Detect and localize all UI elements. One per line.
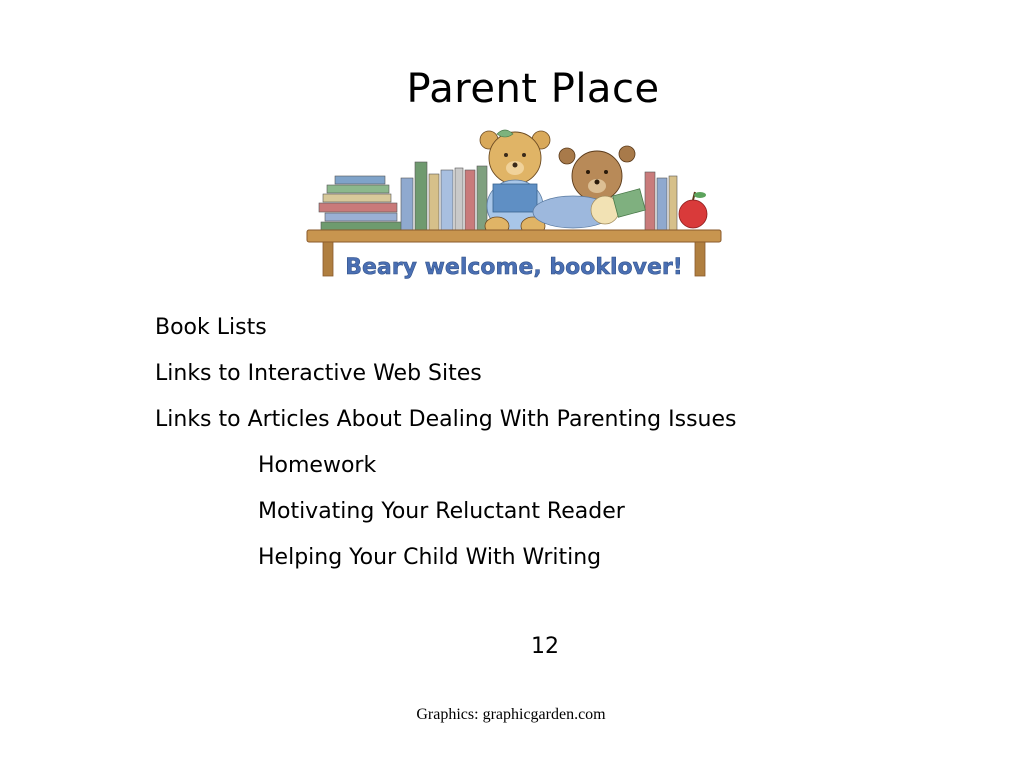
bear-bookshelf-banner bbox=[305, 126, 723, 282]
sublink-reluctant-reader[interactable]: Motivating Your Reluctant Reader bbox=[258, 499, 625, 524]
graphics-credit bbox=[0, 706, 1024, 724]
link-interactive-web-sites[interactable]: Links to Interactive Web Sites bbox=[155, 361, 482, 386]
page-title: Parent Place bbox=[406, 66, 660, 112]
link-list bbox=[155, 312, 736, 588]
credit-text: Graphics: graphicgarden.com bbox=[416, 706, 606, 723]
sublink-child-writing[interactable]: Helping Your Child With Writing bbox=[258, 545, 602, 570]
stacked-books-icon bbox=[319, 176, 403, 232]
sublink-homework[interactable]: Homework bbox=[258, 453, 377, 478]
apple-icon bbox=[679, 192, 707, 228]
link-book-lists[interactable]: Book Lists bbox=[155, 315, 267, 340]
banner-caption: Beary welcome, booklover! bbox=[345, 255, 683, 280]
page-number: 12 bbox=[531, 634, 559, 659]
lying-bear-icon bbox=[533, 146, 645, 228]
link-parenting-articles[interactable]: Links to Articles About Dealing With Parenting Issues bbox=[155, 407, 737, 432]
